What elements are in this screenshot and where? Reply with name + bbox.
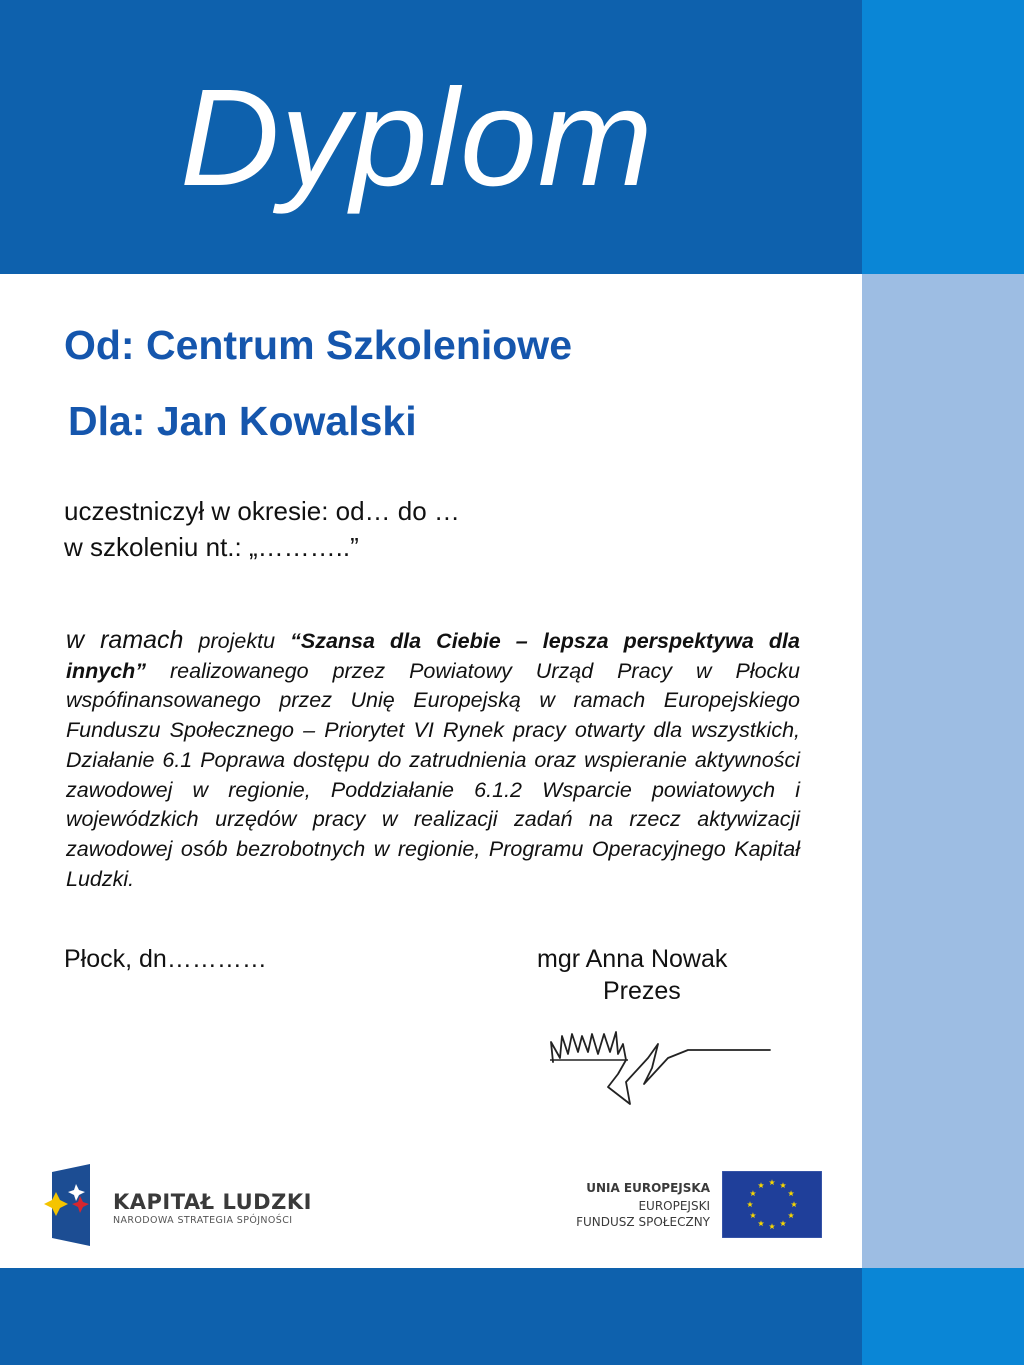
right-stripe-bottom xyxy=(862,1268,1024,1365)
diploma-title: Dyplom xyxy=(180,61,654,215)
intro-b: projektu xyxy=(183,629,291,653)
eu-flag-icon xyxy=(722,1171,822,1238)
from-line: Od: Centrum Szkoleniowe xyxy=(64,322,572,368)
description-rest: realizowanego przez Powiatowy Urząd Pracy w Płocku wspófinansowanego przez Unię Europejską w ramach Europejskiego Funduszu Społecznego – Priorytet VI Rynek pracy otwarty dla wszystkich, Działanie 6.1 Poprawa dostępu do zatrudnienia oraz wspieranie aktywności zawodowej w regionie, Poddziałanie 6.1.2 Wsparcie powiatowych i wojewódzkich urzędów pracy w realizacji zadań na rzecz aktywizacji zawodowej osób bezrobotnych w regionie, Programu Operacyjnego Kapitał Ludzki. xyxy=(66,658,800,891)
period-line: uczestniczył w okresie: od… do … xyxy=(64,496,460,526)
topic-line: w szkoleniu nt.: „………..” xyxy=(64,532,359,562)
intro-a: w ramach xyxy=(66,626,184,654)
ue-line2: EUROPEJSKI xyxy=(638,1199,710,1213)
signer-role: Prezes xyxy=(603,977,681,1005)
place-date: Płock, dn………… xyxy=(64,945,267,973)
signature xyxy=(548,1022,773,1112)
ue-line3: FUNDUSZ SPOŁECZNY xyxy=(576,1215,710,1229)
footer-band xyxy=(0,1268,862,1365)
ue-line1: UNIA EUROPEJSKA xyxy=(586,1181,710,1195)
kl-subtitle: NARODOWA STRATEGIA SPÓJNOŚCI xyxy=(113,1215,293,1226)
project-name: “Szansa dla Ciebie – lepsza perspektywa dla innych” xyxy=(66,629,800,683)
right-stripe xyxy=(862,274,1024,1268)
signer-name: mgr Anna Nowak xyxy=(537,945,728,973)
to-line: Dla: Jan Kowalski xyxy=(68,398,417,444)
right-stripe-top xyxy=(862,0,1024,274)
kl-name: KAPITAŁ LUDZKI xyxy=(113,1190,312,1214)
project-description xyxy=(66,626,800,894)
